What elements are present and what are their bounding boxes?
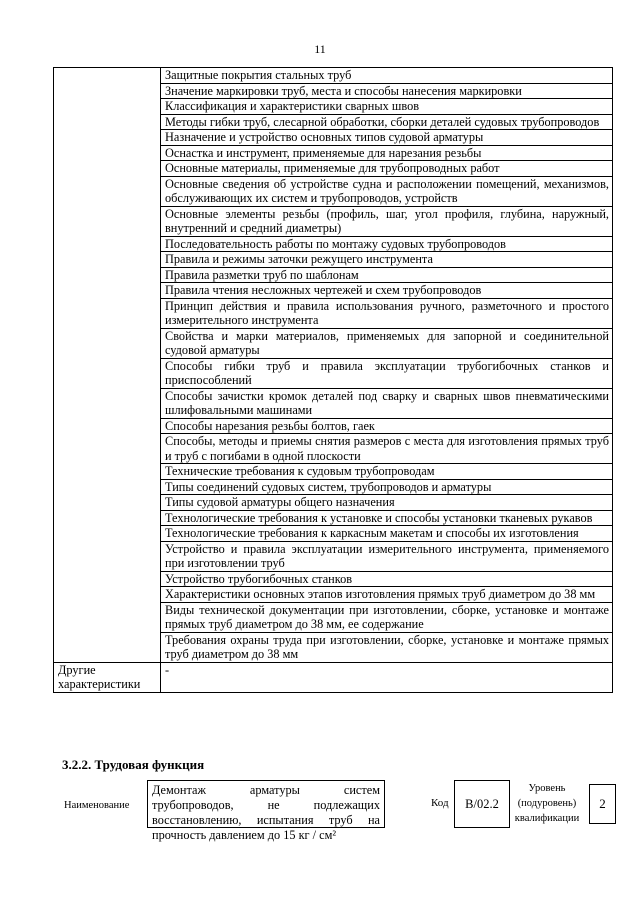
knowledge-item: Назначение и устройство основных типов судовой арматуры <box>161 130 613 146</box>
knowledge-item: Последовательность работы по монтажу судовых трубопроводов <box>161 236 613 252</box>
other-characteristics-label: Другие характеристики <box>54 662 161 692</box>
other-characteristics-value: - <box>161 662 613 692</box>
function-name-box: Демонтаж арматуры систем трубопроводов, не подлежащих восстановлению, испытания труб на прочность давлением до 15 кг / см² <box>147 780 385 828</box>
page-number: 11 <box>314 42 326 56</box>
knowledge-item: Технологические требования к установке и способы установки тканевых рукавов <box>161 510 613 526</box>
table-row <box>54 68 613 84</box>
labor-function-header <box>62 780 614 842</box>
section-title: 3.2.2. Трудовая функция <box>62 757 205 772</box>
knowledge-item: Устройство и правила эксплуатации измерительного инструмента, применяемого при изготовлении труб <box>161 541 613 571</box>
knowledge-item: Основные элементы резьбы (профиль, шаг, угол профиля, глубина, наружный, внутренний и средний диаметры) <box>161 206 613 236</box>
knowledge-item: Способы гибки труб и правила эксплуатации трубогибочных станков и приспособлений <box>161 358 613 388</box>
knowledge-item: Основные материалы, применяемые для трубопроводных работ <box>161 161 613 177</box>
knowledge-item: Способы зачистки кромок деталей под сварку и сварных швов пневматическими шлифовальными машинами <box>161 388 613 418</box>
knowledge-item: Устройство трубогибочных станков <box>161 571 613 587</box>
qualification-level-label: Уровень (подуровень) квалификации <box>514 783 580 824</box>
knowledge-item: Правила и режимы заточки режущего инструмента <box>161 252 613 268</box>
code-box: B/02.2 <box>454 780 510 828</box>
knowledge-item: Типы судовой арматуры общего назначения <box>161 495 613 511</box>
name-label: Наименование <box>64 800 130 811</box>
knowledge-item: Правила чтения несложных чертежей и схем трубопроводов <box>161 283 613 299</box>
knowledge-item: Способы, методы и приемы снятия размеров с места для изготовления прямых труб и труб с погибами в одной плоскости <box>161 434 613 464</box>
knowledge-item: Характеристики основных этапов изготовления прямых труб диаметром до 38 мм <box>161 587 613 603</box>
knowledge-item: Принцип действия и правила использования ручного, разметочного и простого измерительного инструмента <box>161 298 613 328</box>
knowledge-item: Классификация и характеристики сварных швов <box>161 99 613 115</box>
qualification-level-box: 2 <box>589 784 616 824</box>
knowledge-item: Виды технической документации при изготовлении, сборке, установке и монтаже прямых труб диаметром до 38 мм, ее содержание <box>161 602 613 632</box>
knowledge-item: Правила разметки труб по шаблонам <box>161 267 613 283</box>
knowledge-item: Оснастка и инструмент, применяемые для нарезания резьбы <box>161 145 613 161</box>
knowledge-item: Защитные покрытия стальных труб <box>161 68 613 84</box>
knowledge-item: Технологические требования к каркасным макетам и способы их изготовления <box>161 526 613 542</box>
knowledge-item: Значение маркировки труб, места и способы нанесения маркировки <box>161 83 613 99</box>
knowledge-item: Методы гибки труб, слесарной обработки, сборки деталей судовых трубопроводов <box>161 114 613 130</box>
knowledge-item: Способы нарезания резьбы болтов, гаек <box>161 418 613 434</box>
knowledge-item: Основные сведения об устройстве судна и расположении помещений, механизмов, обслуживающих их систем и трубопроводов, устройств <box>161 176 613 206</box>
knowledge-item: Свойства и марки материалов, применяемых для запорной и соединительной судовой арматуры <box>161 328 613 358</box>
knowledge-item: Технические требования к судовым трубопроводам <box>161 464 613 480</box>
table-row <box>54 662 613 692</box>
knowledge-item: Требования охраны труда при изготовлении, сборке, установке и монтаже прямых труб диаметром до 38 мм <box>161 632 613 662</box>
knowledge-label-cell <box>54 68 161 663</box>
knowledge-item: Типы соединений судовых систем, трубопроводов и арматуры <box>161 479 613 495</box>
requirements-table <box>53 67 613 693</box>
code-label: Код <box>431 797 449 809</box>
